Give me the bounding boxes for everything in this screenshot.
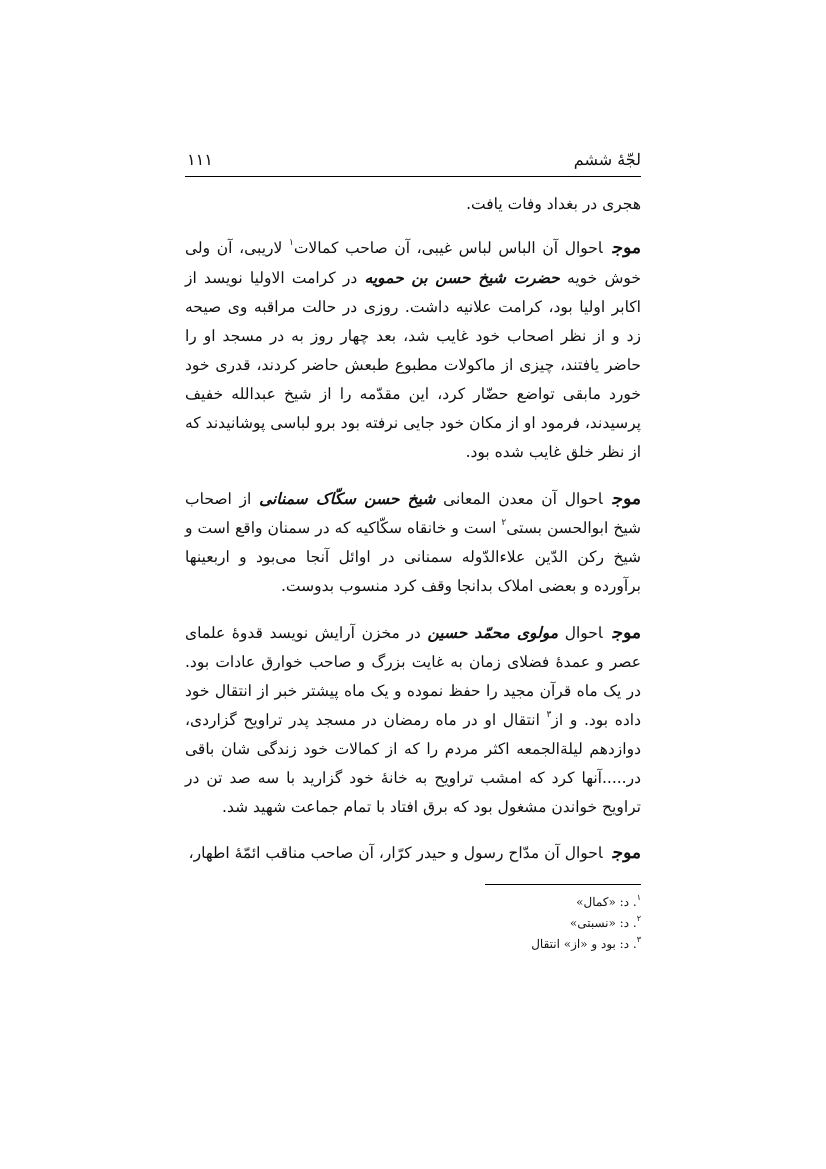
footnote-ref: ۲ (501, 518, 507, 528)
entry-text: احوال آن معدن المعانی (435, 490, 603, 508)
chapter-title: لجّهٔ ششم (573, 150, 641, 169)
footnote-item (400, 934, 641, 955)
person-name: حضرت شیخ حسن بن حمویه (364, 268, 560, 287)
footnote-ref: ۱ (289, 238, 294, 248)
footnote-number: ۳ (636, 935, 641, 944)
entry-text: انتقال او در ماه رمضان در مسجد پدر تراویح گزاردی، دوازدهم لیلةالجمعه اکثر مردم را که از کمالات خود زندگی شان باقی در.....آنها کرد که امشب تراویح به خانهٔ خود گزارید با سه صد تن در تراویح خواندن مشغول بود که برق افتاد با تمام جماعت شهید شد. (185, 711, 641, 816)
footnote-number: ۱ (636, 893, 641, 902)
person-name: مولوی محمّد حسین (427, 623, 559, 642)
entry-paragraph (185, 618, 641, 822)
entry-text: احوال آن الباس لباس غیبی، آن صاحب کمالات (293, 239, 603, 257)
footnotes (400, 892, 641, 955)
entry-text: است و خانقاه سکّاکیه که در سمنان واقع است و شیخ رکن الدّین علاءالدّوله سمنانی در اوائل آنجا می‌بود و اربعینها برآورده و بعضی املاک بدانجا وقف کرد منسوب بدوست. (185, 519, 641, 595)
entry-marker: موج (612, 623, 641, 643)
footnote-item (400, 913, 641, 934)
footnote-text: . د: «کمال» (576, 895, 637, 909)
entry-text: در مخزن آرایش نویسد قدوهٔ علمای عصر و عمدهٔ فضلای زمان به غایت بزرگ و صاحب خوارق عادات بود. در یک ماه قرآن مجید را حفظ نموده و یک ماه پیشتر خبر از انتقال خود داده بود. و از (185, 624, 641, 729)
entry-marker: موج (612, 238, 641, 258)
entry-paragraph (185, 484, 641, 601)
page-number: ۱۱۱ (187, 150, 213, 169)
entry-text: از اصحاب شیخ ابوالحسن بستی (185, 490, 641, 537)
footnote-ref: ۳ (546, 710, 552, 720)
main-text (185, 190, 641, 868)
entry-marker: موج (612, 489, 642, 509)
footnote-text: . د: «نسبتی» (569, 916, 637, 930)
footnote-item (400, 892, 641, 913)
entry-text: احوال (558, 624, 603, 642)
entry-text: در کرامت الاولیا نویسد از اکابر اولیا بود، کرامت علانیه داشت. روزی در حالت مراقبه وی صیحه زد و از نظر اصحاب خود غایب شد، بعد چهار روز به در مسجد او را حاضر یافتند، چیزی از ماکولات مطبوع طبعش حاضر کردند، قدری خود خورد مابقی تواضع حضّار کرد، این مقدّمه را از شیخ عبدالله خفیف پرسیدند، فرمود او از مکان خود جایی نرفته بود برو لباسی پوشانیدند که از نظر خلق غایب شده بود. (185, 269, 641, 461)
opening-line: هجری در بغداد وفات یافت. (466, 195, 641, 213)
footnote-text: . د: بود و «از» انتقال (531, 937, 637, 951)
person-name: شیخ حسن سکّاک سمنانی (259, 489, 436, 508)
entry-text: احوال آن مدّاح رسول و حیدر کرّار، آن صاحب مناقب ائمّهٔ اطهار، (188, 844, 603, 862)
footnote-number: ۲ (636, 914, 641, 923)
entry-marker: موج (612, 843, 641, 863)
running-header (185, 146, 641, 177)
entry-paragraph (185, 839, 641, 868)
entry-paragraph (185, 234, 641, 467)
footnote-divider (485, 884, 641, 885)
entry-text: لاریبی، آن ولی خوش خویه (185, 239, 641, 287)
